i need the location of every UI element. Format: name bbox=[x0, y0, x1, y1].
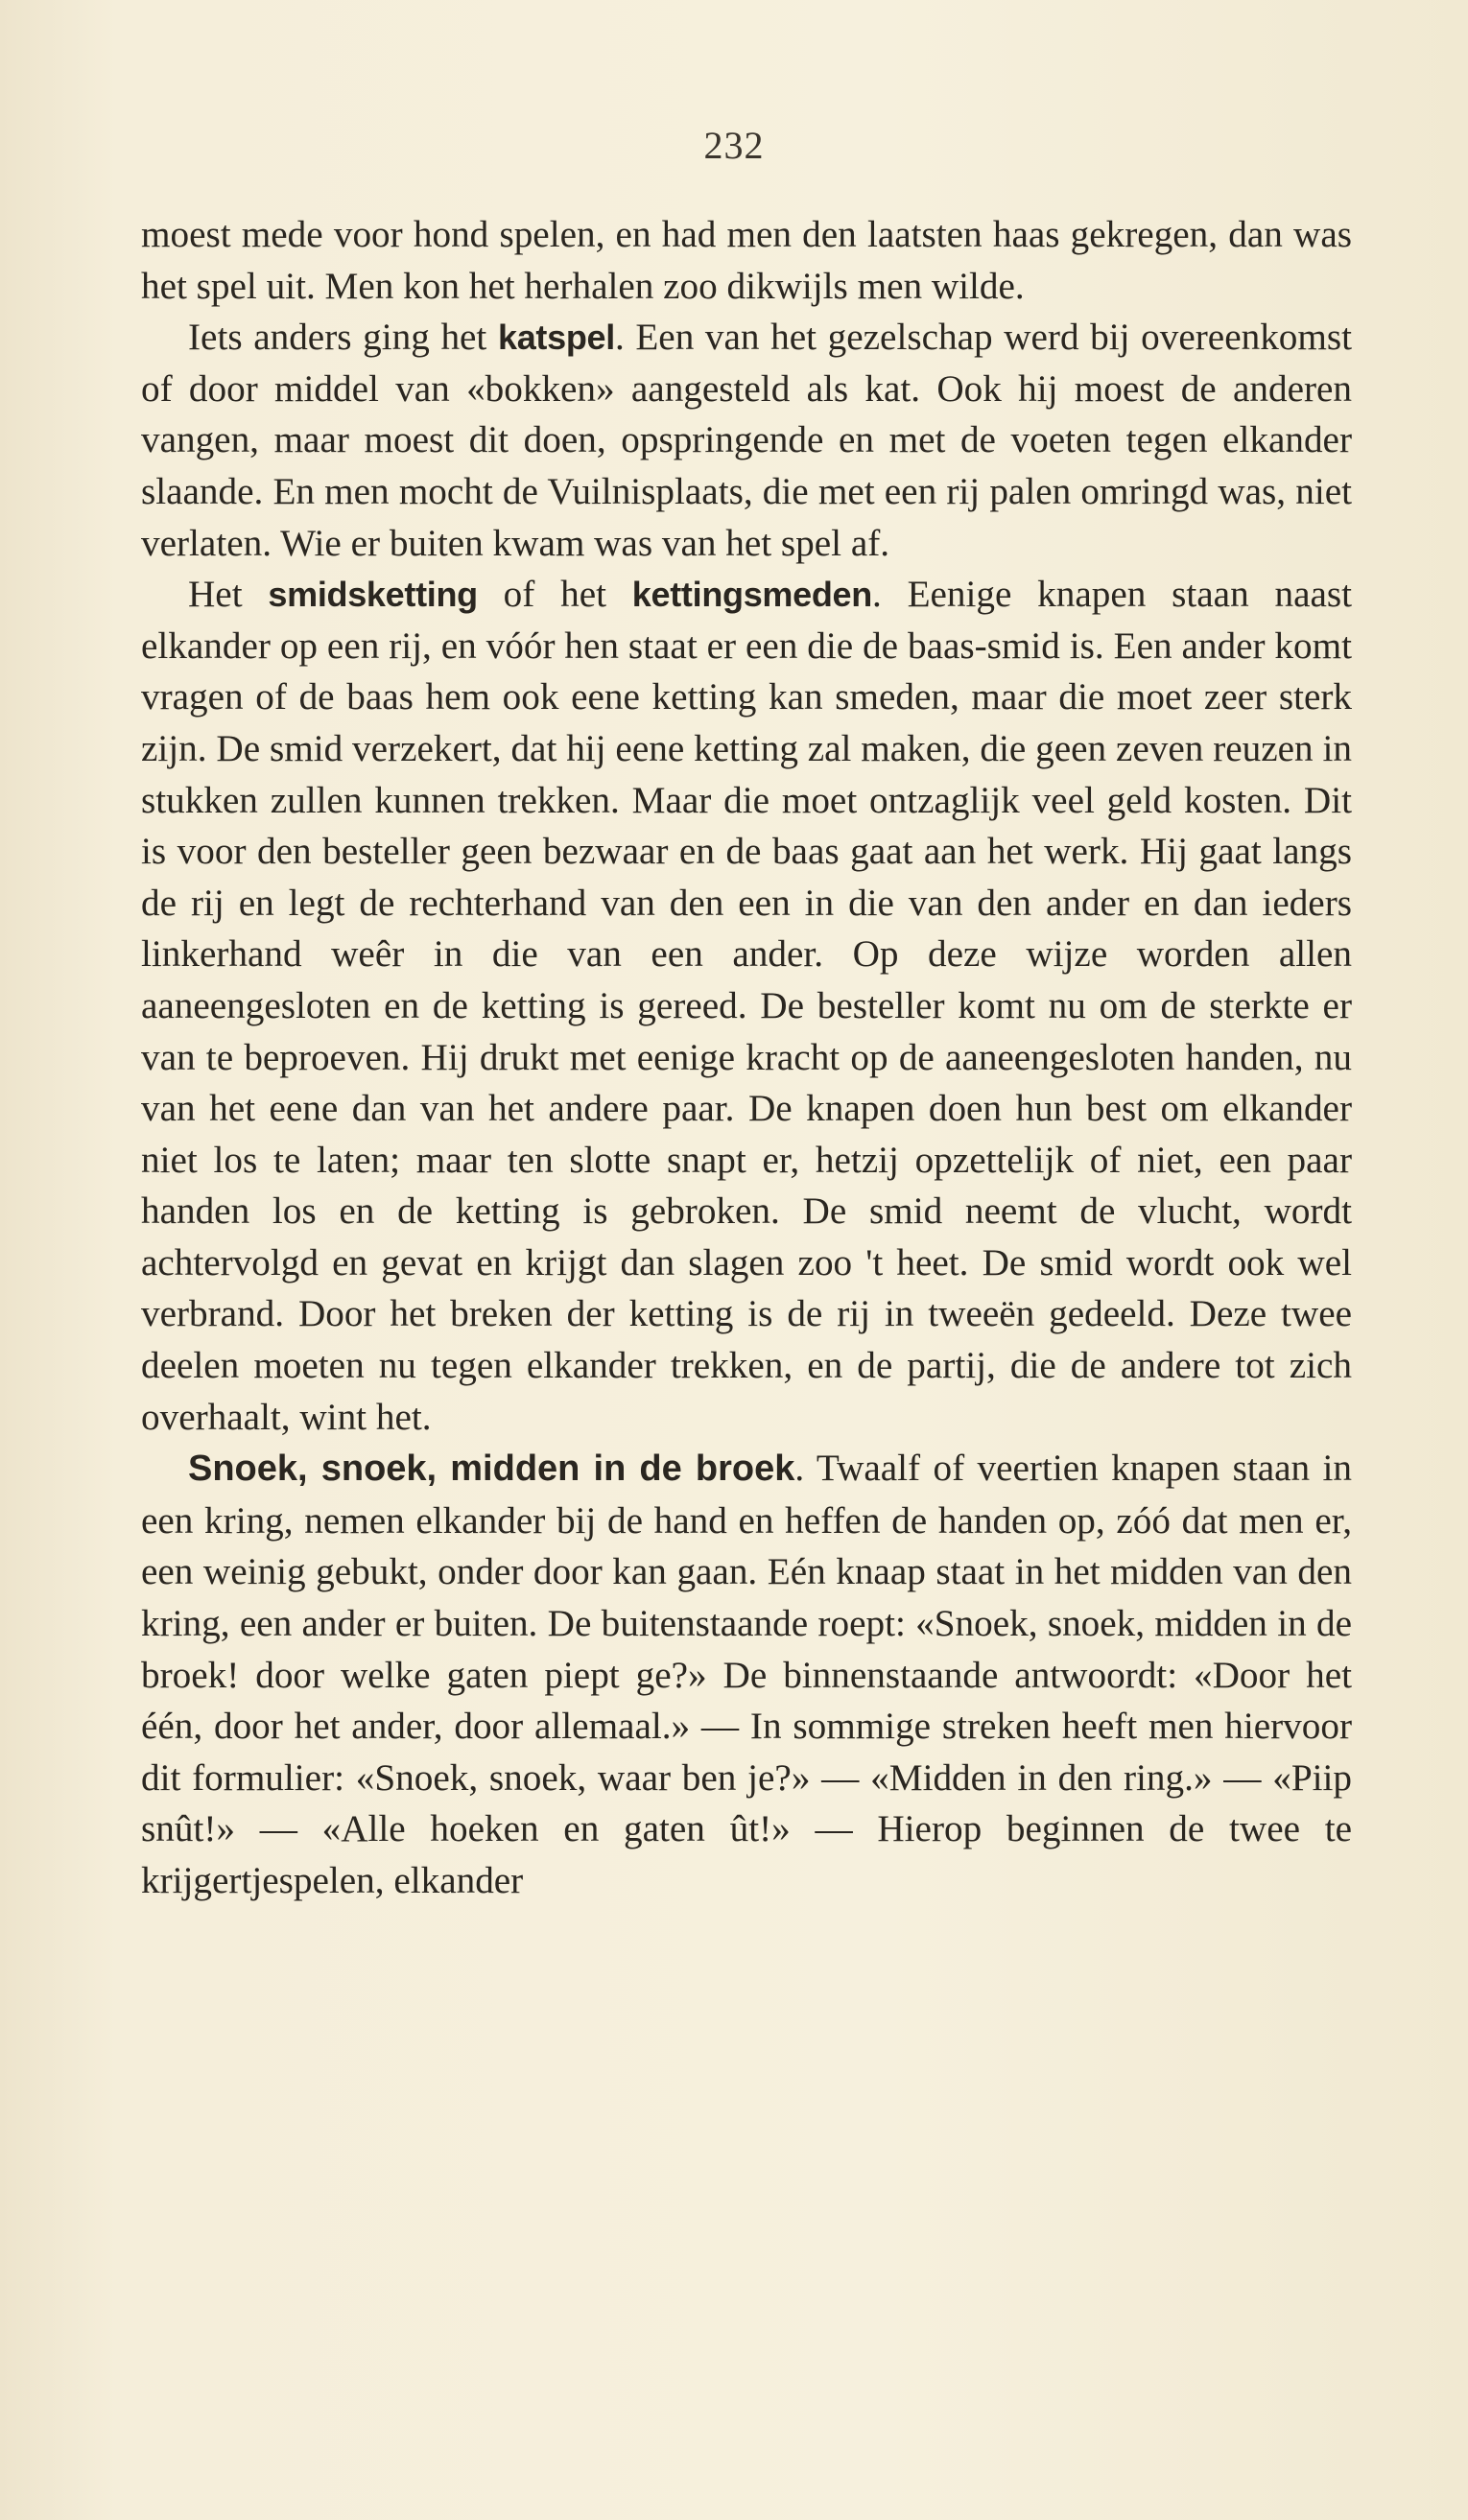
term-katspel: katspel bbox=[497, 318, 615, 358]
paragraph-katspel bbox=[141, 312, 1352, 569]
term-smidsketting: smidsketting bbox=[268, 575, 478, 615]
term-snoek: Snoek, snoek, midden in de broek bbox=[188, 1448, 795, 1490]
term-kettingsmeden: kettingsmeden bbox=[631, 575, 872, 615]
paragraph-katspel-body: . Een van het gezelschap werd bij overeenkomst of door middel van «bokken» aangesteld als kat. Ook hij moest de anderen vangen, maar moest dit doen, opspringende en met de voeten tegen elkander slaande. En men mocht de Vuilnisplaats, die met een rij palen omringd was, niet verlaten. Wie er buiten kwam was van het spel af. bbox=[141, 317, 1352, 564]
paragraph-1 bbox=[141, 209, 1352, 312]
paragraph-smidsketting bbox=[141, 569, 1352, 1443]
paragraph-smidsketting-body: . Eenige knapen staan naast elkander op een rij, en vóór hen staat er een die de baas-smid is. Een ander komt vragen of de baas hem ook eene ketting kan smeden, maar die moet zeer sterk zijn. De smid verzekert, dat hij eene ketting zal maken, die geen zeven reuzen in stukken zullen kunnen trekken. Maar die moet ontzaglijk veel geld kosten. Dit is voor den besteller geen bezwaar en de baas gaat aan het werk. Hij gaat langs de rij en legt de rechterhand van den een in die van den ander en dan ieders linkerhand weêr in die van een ander. Op deze wijze worden allen aaneengesloten en de ketting is gereed. De besteller komt nu om de sterkte er van te beproeven. Hij drukt met eenige kracht op de aaneengesloten handen, nu van het eene dan van het andere paar. De knapen doen hun best om elkander niet los te laten; maar ten slotte snapt er, hetzij opzettelijk of niet, een paar handen los en de ketting is gebroken. De smid neemt de vlucht, wordt achtervolgd en gevat en krijgt dan slagen zoo 't heet. De smid wordt ook wel verbrand. Door het breken der ketting is de rij in tweeën gedeeld. Deze twee deelen moeten nu tegen elkander trekken, en de partij, die de andere tot zich overhaalt, wint het. bbox=[141, 574, 1352, 1438]
body-text bbox=[141, 209, 1352, 1907]
paragraph-snoek-body: . Twaalf of veertien knapen staan in een kring, nemen elkander bij de hand en heffen de handen op, zóó dat men er, een weinig gebukt, onder door kan gaan. Eén knaap staat in het midden van den kring, een ander er buiten. De buitenstaande roept: «Snoek, snoek, midden in de broek! door welke gaten piept ge?» De binnenstaande antwoordt: «Door het één, door het ander, door allemaal.» — In sommige streken heeft men hiervoor dit formulier: «Snoek, snoek, waar ben je?» — «Midden in den ring.» — «Piip snût!» — «Alle hoeken en gaten ût!» — Hierop beginnen de twee te krijgertjespelen, elkander bbox=[141, 1448, 1352, 1901]
paragraph-smidsketting-lead: Het bbox=[188, 574, 269, 616]
paragraph-katspel-lead: Iets anders ging het bbox=[188, 317, 498, 359]
page-number: 232 bbox=[703, 124, 765, 167]
paragraph-smidsketting-mid: of het bbox=[477, 574, 632, 616]
paragraph-snoek bbox=[141, 1443, 1352, 1906]
paragraph-1-text: moest mede voor hond spelen, en had men den laatsten haas gekregen, dan was het spel uit. Men kon het herhalen zoo dikwijls men wilde. bbox=[141, 214, 1352, 307]
